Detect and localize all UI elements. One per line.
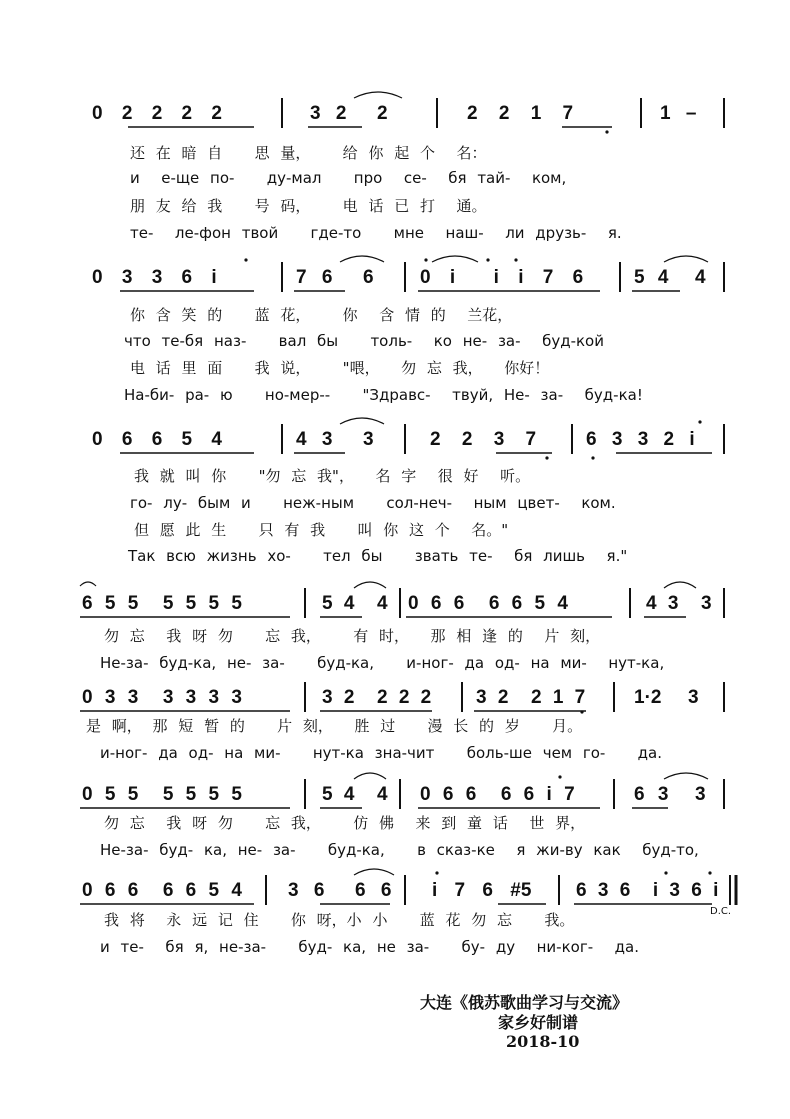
lyric-1-3: 朋 友 给 我 号 码， 电 话 已 打 通。 <box>130 197 487 215</box>
measure-7-2: 3 6 6 6 <box>288 880 392 901</box>
lyric-3-1: 我 就 叫 你 "勿 忘 我"， 名 字 很 好 听。 <box>134 467 531 485</box>
lyric-3-3: 但 愿 此 生 只 有 我 叫 你 这 个 名。" <box>134 521 509 539</box>
measure-7-3: i 7 6 #5 <box>432 880 532 901</box>
lyric-4-2: Не-за- буд-ка, не- за- буд-ка, и-ног- да од- на ми- нут-ка, <box>100 654 665 672</box>
underlines <box>80 127 712 904</box>
measure-6-3: 0 6 6 6 6 i 7 <box>420 784 575 805</box>
lyric-1-1: 还 在 暗 自 思 量， 给 你 起 个 名： <box>130 144 487 162</box>
measure-3-2: 4 3 3 <box>296 429 374 450</box>
octave-dots <box>244 130 711 874</box>
measure-5-2: 3 2 2 2 2 <box>322 687 432 708</box>
measure-7-4: 6 3 6 i 3 6 i <box>576 880 719 901</box>
lyric-6-1: 勿 忘 我 呀 勿 忘 我， 仿 佛 来 到 童 话 世 界， <box>104 814 586 832</box>
measure-6-1: 0 5 5 5 5 5 5 <box>82 784 242 805</box>
credit-date: 2018-10 <box>506 1032 580 1051</box>
lyric-2-2: что те-бя наз- вал бы толь- ко не- за- буд-кой <box>124 332 604 350</box>
bar-lines <box>266 98 736 905</box>
measure-6-2: 5 4 4 <box>322 784 388 805</box>
measure-1-4: 1 – <box>660 103 697 124</box>
lyric-2-4: На-би- ра- ю но-мер-- "Здравс- твуй, Не- за- буд-ка! <box>124 386 643 404</box>
credit-author: 家乡好制谱 <box>498 1013 579 1032</box>
measure-3-1: 0 6 6 5 4 <box>92 429 222 450</box>
measure-1-3: 2 2 1 7 <box>467 103 574 124</box>
lyric-1-4: те- ле-фон твой где-то мне наш- ли друзь- я. <box>130 224 622 242</box>
measure-4-2: 5 4 4 <box>322 593 388 614</box>
lyric-2-3: 电 话 里 面 我 说， "喂， 勿 忘 我， 你好！ <box>130 359 550 377</box>
lyric-3-2: го- лу- бым и неж-ным сол-неч- ным цвет- ком. <box>130 494 616 512</box>
measure-2-1: 0 3 3 6 i <box>92 267 217 288</box>
measure-4-3: 0 6 6 6 6 5 4 <box>408 593 568 614</box>
measure-1-1: 0 2 2 2 2 <box>92 103 222 124</box>
lyric-5-2: и-ног- да од- на ми- нут-ка зна-чит боль-ше чем го- да. <box>100 744 662 762</box>
lyric-4-1: 勿 忘 我 呀 勿 忘 我， 有 时， 那 相 逢 的 片 刻， <box>104 627 601 645</box>
measure-3-4: 6 3 3 2 i <box>586 429 695 450</box>
lyric-1-2: и е-ще по- ду-мал про се- бя тай- ком, <box>130 169 567 187</box>
lyric-3-4: Так всю жизнь хо- тел бы звать те- бя лишь я." <box>128 547 628 565</box>
measure-2-4: 5 4 4 <box>634 267 706 288</box>
lyric-7-2: и те- бя я, не-за- буд- ка, не за- бу- ду ни-ког- да. <box>100 938 639 956</box>
dc-mark: D.C. <box>710 906 732 917</box>
lyric-7-1: 我 将 永 远 记 住 你 呀，小 小 蓝 花 勿 忘 我。 <box>104 911 575 929</box>
lyric-2-1: 你 含 笑 的 蓝 花， 你 含 情 的 兰花， <box>130 306 513 324</box>
measure-5-4: 1·2 3 <box>634 687 699 708</box>
measure-6-4: 6 3 3 <box>634 784 706 805</box>
slurs <box>80 92 708 875</box>
measure-5-1: 0 3 3 3 3 3 3 <box>82 687 242 708</box>
measure-3-3: 2 2 3 7 <box>430 429 537 450</box>
measure-4-4: 4 3 3 <box>646 593 712 614</box>
measure-1-2: 3 2 2 <box>310 103 388 124</box>
measure-2-2: 7 6 6 <box>296 267 374 288</box>
lyric-5-1: 是 啊， 那 短 暂 的 片 刻， 胜 过 漫 长 的 岁 月。 <box>86 717 583 735</box>
measure-5-3: 3 2 2 1 7 <box>476 687 586 708</box>
lyric-6-2: Не-за- буд- ка, не- за- буд-ка, в сказ-ке я жи-ву как буд-то, <box>100 841 699 859</box>
credit-source: 大连《俄苏歌曲学习与交流》 <box>420 993 629 1012</box>
measure-2-3: 0 i i i 7 6 <box>420 267 584 288</box>
measure-4-1: 6 5 5 5 5 5 5 <box>82 593 242 614</box>
measure-7-1: 0 6 6 6 6 5 4 <box>82 880 242 901</box>
